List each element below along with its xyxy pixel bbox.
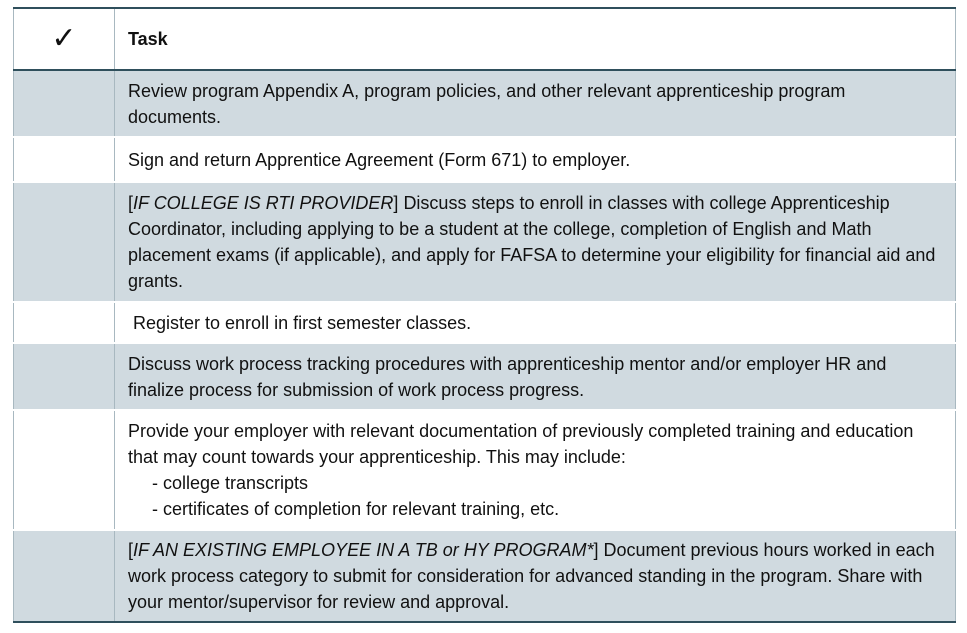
checkbox-cell[interactable] (14, 182, 115, 302)
checkbox-cell[interactable] (14, 410, 115, 530)
task-cell (115, 302, 956, 343)
task-condition-tag: IF AN EXISTING EMPLOYEE IN A TB or HY PROGRAM* (133, 540, 594, 560)
task-cell: [IF AN EXISTING EMPLOYEE IN A TB or HY PROGRAM*] Document previous hours worked in each work process category to submit for consideration for advanced standing in the program. Share with your mentor/supervisor for review and approval. (115, 530, 956, 622)
checkbox-cell[interactable] (14, 302, 115, 343)
list-item: - college transcripts (152, 473, 309, 493)
task-cell: [IF COLLEGE IS RTI PROVIDER] Discuss steps to enroll in classes with college Apprenticeship Coordinator, including applying to be a student at the college, completion of English and Math placement exams (if applicable), and apply for FAFSA to determine your eligibility for financial aid and grants. (115, 182, 956, 302)
table-row (14, 410, 956, 530)
table-row (14, 182, 956, 302)
table-row (14, 70, 956, 137)
task-text: Discuss work process tracking procedures with apprenticeship mentor and/or employer HR and finalize process for submission of work process progress. (128, 353, 887, 400)
task-cell (115, 70, 956, 137)
document-list (128, 470, 942, 522)
checkbox-cell[interactable] (14, 343, 115, 410)
checkbox-cell[interactable] (14, 137, 115, 182)
task-text: Discuss steps to enroll in classes with college Apprenticeship Coordinator, including applying to be a student at the college, completion of English and Math placement exams (if applicable), and apply for FAFSA to determine your eligibility for financial aid and grants. (128, 193, 936, 291)
task-cell (115, 137, 956, 182)
task-text: Document previous hours worked in each work process category to submit for consideration for advanced standing in the program. Share with your mentor/supervisor for review and approval. (128, 540, 935, 612)
table-row (14, 302, 956, 343)
checkbox-cell[interactable] (14, 70, 115, 137)
task-cell (115, 343, 956, 410)
task-cell (115, 410, 956, 530)
task-text: Review program Appendix A, program policies, and other relevant apprenticeship program documents. (128, 80, 846, 127)
table-row (14, 530, 956, 622)
task-text: Register to enroll in first semester classes. (133, 312, 472, 333)
task-text: Provide your employer with relevant documentation of previously completed training and education that may count towards your apprenticeship. This may include: (128, 421, 914, 467)
task-condition-tag: IF COLLEGE IS RTI PROVIDER (133, 193, 394, 213)
task-checklist-table (13, 7, 956, 623)
task-column-header: Task (115, 8, 956, 70)
check-column-header (14, 8, 115, 70)
table-row (14, 343, 956, 410)
list-item: - certificates of completion for relevant training, etc. (152, 499, 560, 519)
table-row (14, 137, 956, 182)
task-text: Sign and return Apprentice Agreement (Form 671) to employer. (128, 149, 631, 170)
checkbox-cell[interactable] (14, 530, 115, 622)
checkmark-icon: ✓ (51, 21, 77, 56)
table-header-row (14, 8, 956, 70)
